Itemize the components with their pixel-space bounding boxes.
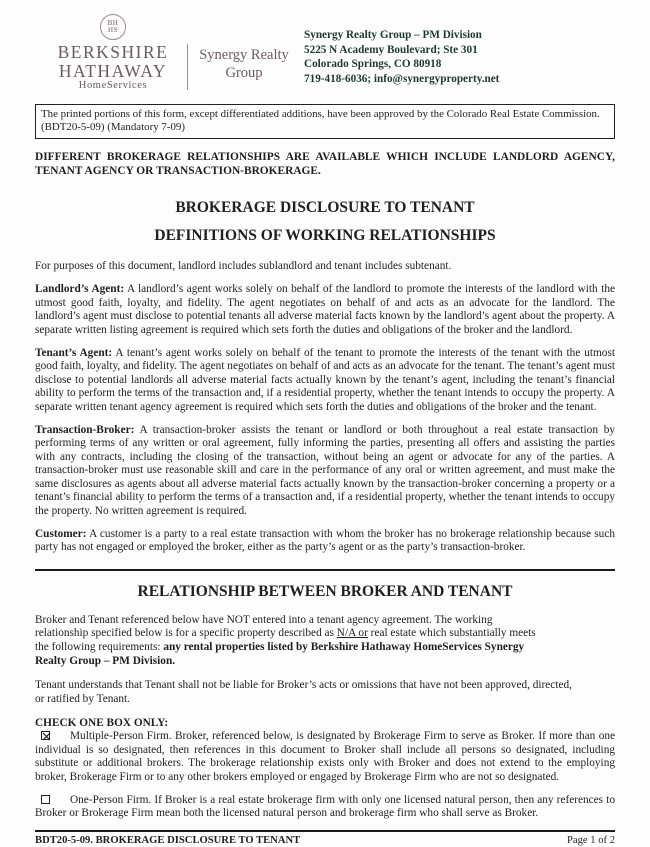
monogram-top: BH xyxy=(107,19,119,27)
definition-text: A transaction-broker assists the tenant or landlord or both throughout a real estate transaction by performing terms of any written or oral agreement, fully informing the parties, presenting all offers and assisting the parties with any contracts, including the closing of the transaction, without being an agent or advocate for any of the parties. A transaction-broker must use reasonable skill and care in the performance of any oral or written agreement, and must make the same disclosures as agents about all adverse material facts actually known by the transaction-broker concerning a property or a tenant’s financial ability to perform the terms of a transaction and, if a residential property, whether the tenant intends to occupy the property. No written agreement is required. xyxy=(35,424,615,517)
brand-line-hathaway: HATHAWAY xyxy=(58,60,168,81)
section-heading: RELATIONSHIP BETWEEN BROKER AND TENANT xyxy=(137,582,513,600)
definition-term: Transaction-Broker: xyxy=(35,424,135,437)
notice-line1: The printed portions of this form, except differentiated additions, have been approved by the Colorado Real Estate Commission. xyxy=(41,108,600,120)
definition-term: Customer: xyxy=(35,527,87,540)
option-term: Multiple-Person Firm. xyxy=(70,730,172,743)
bhhs-monogram-icon xyxy=(100,14,126,40)
brand-divider xyxy=(187,44,188,90)
page-title: BROKERAGE DISCLOSURE TO TENANT xyxy=(175,199,475,216)
definition-text: A customer is a party to a real estate transaction with whom the broker has no brokerage relationship because such party has not engaged or employed the broker, either as the party’s agent or as the party’s transaction-broker. xyxy=(35,527,615,554)
brand-line-homeservices: HomeServices xyxy=(78,80,148,91)
brand-left xyxy=(49,14,177,92)
tenant-liability-paragraph: Tenant understands that Tenant shall not be liable for Broker’s acts or omissions that have not been approved, directed, or ratified by Tenant. xyxy=(35,679,572,705)
section-divider xyxy=(35,569,615,571)
definition-customer xyxy=(35,528,615,555)
brand-logo xyxy=(49,14,290,92)
relationships-disclaimer: DIFFERENT BROKERAGE RELATIONSHIPS ARE AVAILABLE WHICH INCLUDE LANDLORD AGENCY, TENANT AGENCY OR TRANSACTION-BROKERAGE. xyxy=(35,151,615,177)
definition-text: A landlord’s agent works solely on behalf of the landlord to promote the interests of the landlord with the utmost good faith, loyalty, and fidelity. The agent negotiates on behalf of and acts as an advocate for the landlord. The landlord’s agent must disclose to potential tenants all adverse material facts known by the landlord’s agent about the property. A separate written listing agreement is required which sets forth the duties and obligations of the broker and the landlord. xyxy=(35,283,615,336)
option-text: Broker, referenced below, is designated by Brokerage Firm to serve as Broker. If more than one individual is so designated, then references in this document to Broker shall include all persons so designated, including substitute or additional brokers. The brokerage relationship exists only with Broker and does not extend to the employing broker, Brokerage Firm or to any other brokers employed or engaged by Brokerage Firm who are not so designated. xyxy=(35,730,616,784)
definition-term: Tenant’s Agent: xyxy=(35,347,113,360)
brand-name xyxy=(58,43,169,92)
option-term: One-Person Firm. xyxy=(70,793,152,806)
definition-text: A tenant’s agent works solely on behalf of the tenant to promote the interests of the tenant with the utmost good faith, loyalty, and fidelity. The agent negotiates on behalf of and acts as an advocate for the tenant. The tenant’s agent must disclose to potential landlords all adverse material facts actually known by the tenant’s agent, including the tenant’s financial ability to perform the terms of the transaction and, if a residential property, whether the tenant intends to occupy the property. A separate written tenant agency agreement is required which sets forth the duties and obligations of the broker and the tenant. xyxy=(35,347,615,413)
contact-city: Colorado Springs, CO 80918 xyxy=(304,58,442,70)
commission-notice-box xyxy=(35,104,615,139)
option-text: If Broker is a real estate brokerage firm with only one licensed natural person, then any references to Broker or Brokerage Firm mean both the licensed natural person and brokerage firm who shall serve as Broker. xyxy=(35,793,615,820)
definition-landlords-agent xyxy=(35,283,615,337)
contact-info xyxy=(304,28,499,86)
footer-divider xyxy=(35,830,615,832)
contact-phone-email: 719-418-6036; info@synergyproperty.net xyxy=(304,72,500,85)
check-one-box-heading: CHECK ONE BOX ONLY: xyxy=(35,717,169,730)
intro-paragraph: For purposes of this document, landlord includes sublandlord and tenant includes subtenant. xyxy=(35,260,452,272)
footer-form-id: BDT20-5-09. BROKERAGE DISCLOSURE TO TENANT xyxy=(35,834,301,846)
footer-page-number: Page 1 of 2 xyxy=(567,834,615,846)
monogram-bottom: HS xyxy=(108,26,118,34)
definition-term: Landlord’s Agent: xyxy=(35,283,125,296)
division-line2: Group xyxy=(225,65,263,81)
definition-tenants-agent xyxy=(35,347,615,414)
notice-line2: (BDT20-5-09) (Mandatory 7-09) xyxy=(41,121,185,133)
requirements-bold-text: any rental properties listed by Berkshire Hathaway HomeServices Synergy Realty Group – PM Division. xyxy=(35,640,525,667)
letterhead xyxy=(35,14,615,92)
division-line1: Synergy Realty xyxy=(199,47,289,63)
contact-division: Synergy Realty Group – PM Division xyxy=(304,29,482,41)
multiple-person-firm-checkbox[interactable] xyxy=(41,731,50,740)
brand-division-name xyxy=(198,46,290,82)
definition-transaction-broker xyxy=(35,424,615,518)
property-description-value: N/A or xyxy=(336,627,368,640)
paragraph-text: real estate which substantially meets the following requirements: xyxy=(35,627,536,653)
option-multiple-person-firm xyxy=(35,730,615,784)
paragraph-text: Broker and Tenant referenced below have NOT entered into a tenant agency agreement. The working relationship specified below is for a specific property described as xyxy=(35,613,493,640)
one-person-firm-checkbox[interactable] xyxy=(41,795,50,804)
option-one-person-firm xyxy=(35,794,615,821)
page-subtitle: DEFINITIONS OF WORKING RELATIONSHIPS xyxy=(154,227,496,244)
page-footer xyxy=(35,830,615,847)
brand-line-berkshire: BERKSHIRE xyxy=(57,42,169,62)
contact-street: 5225 N Academy Boulevard; Ste 301 xyxy=(304,43,478,56)
working-relationship-paragraph xyxy=(35,614,540,668)
